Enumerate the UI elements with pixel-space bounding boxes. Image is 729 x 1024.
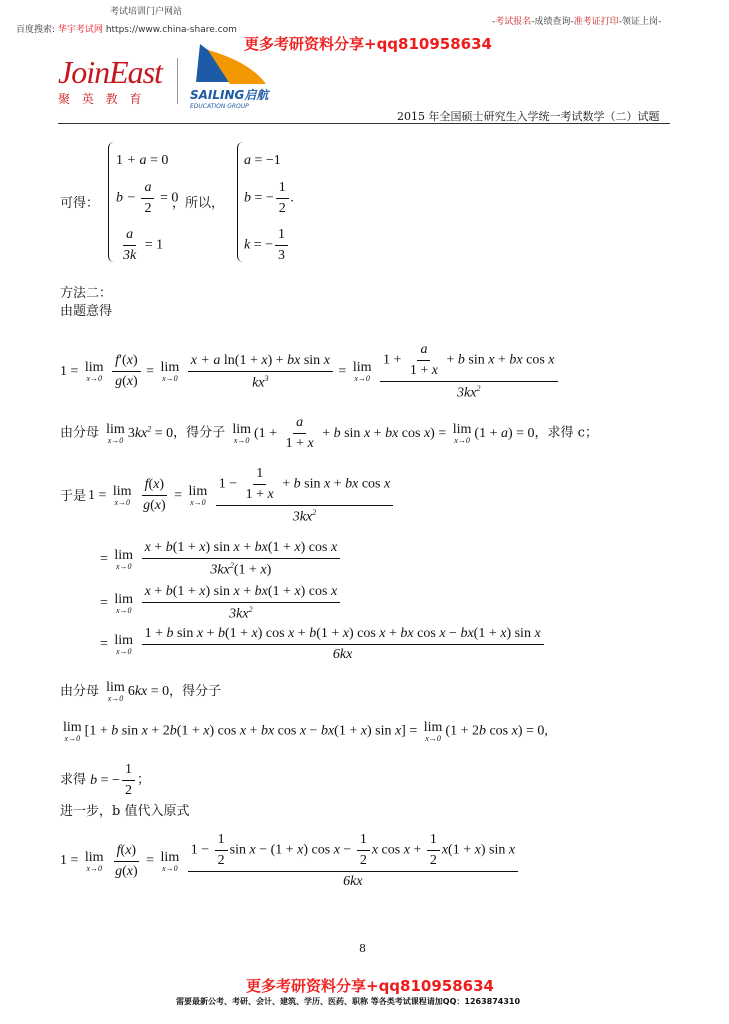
deduce-label: 可得： — [60, 196, 100, 211]
sailing-logo-text: SAILING启航 — [190, 88, 269, 102]
numer-expr: lim x→0 (1 + $\frac{a}{1 + x}$ + b sin x + bx cos x) = lim x→0 (1 + a) = 0 — [232, 415, 535, 451]
sys1-eq3: $\frac{a}{3k}$ = 1 — [123, 227, 164, 263]
sailing-sail-icon — [190, 42, 280, 88]
link-score-query[interactable]: 成绩查询 — [534, 17, 571, 27]
denom6-line — [60, 680, 221, 703]
denom6-label: 由分母 — [60, 684, 100, 699]
baidu-search — [16, 22, 237, 35]
baidu-keyword[interactable]: 华宇考试网 — [57, 25, 103, 35]
equation-numer6: lim x→0 [1 + b sin x + 2b(1 + x) cos x + bx cos x − bx(1 + x) sin x] = lim x→0 (1 + 2b cos x) = 0, — [63, 720, 548, 743]
from-question-label: 由题意得 — [60, 304, 113, 319]
sailing-logo — [190, 86, 268, 110]
sys2-eq1: a = −1 — [244, 153, 281, 168]
sys1-eq1: 1 + a = 0 — [116, 153, 169, 168]
denom-expr: lim x→0 $3kx^2 = 0$ — [106, 422, 174, 445]
method-two-heading: 方法二： — [60, 286, 113, 301]
numer6-label: ，得分子 — [169, 684, 222, 699]
equation-step4: = lim x→0 1 + b sin x + b(1 + x) cos x + b(1 + x) cos x + bx cos x − bx(1 + x) sin x 6kx — [100, 626, 546, 663]
so-label: ，所以， — [172, 196, 225, 211]
promo-bottom[interactable]: 更多考研资料分享+qq810958634 — [246, 977, 494, 995]
joineast-logo — [58, 56, 162, 107]
top-links: -考试报名-成绩查询-准考证打印-领证上岗- — [492, 17, 662, 27]
then-label: 于是 — [60, 489, 87, 504]
equation-then: 1 = lim x→0 $\frac{f(x)}{g(x)}$ = lim x→0 1 − $\frac{1}{1 + x}$ + b sin x + bx cos x $3kx^2$ — [88, 466, 395, 526]
sailing-logo-sub: EDUCATION GROUP — [190, 103, 249, 110]
header-rule — [58, 123, 670, 124]
joineast-logo-cn: 聚 英 教 育 — [58, 92, 146, 106]
exam-title: 2015 年全国硕士研究生入学统一考试数学（二）试题 — [397, 110, 660, 123]
joineast-logo-text: JoinEast — [58, 54, 162, 90]
solve-b-line: 求得 b = − $\frac{1}{2}$ ； — [60, 762, 150, 798]
numer-result: ，求得 c； — [534, 425, 598, 441]
logo-divider — [177, 58, 178, 104]
denom-label: 由分母 — [60, 425, 100, 441]
footer-notice: 需要最新公考、考研、会计、建筑、学历、医药、职称 等各类考试课程请加QQ：1263874310 — [176, 997, 521, 1006]
equation-step3: = lim x→0 $\frac{\text{x + b(1 + x) sin x + bx(1 + x) cos x}}{3kx^2}$ — [100, 584, 342, 623]
promo-top[interactable]: 更多考研资料分享+qq810958634 — [244, 35, 492, 53]
baidu-label: 百度搜索: — [16, 25, 56, 35]
b-value: b = − $\frac{1}{2}$ — [90, 773, 137, 788]
solve-b-label: 求得 — [60, 772, 87, 788]
denom-line — [60, 415, 598, 452]
sys2-eq3: k = − $\frac{1}{3}$ — [244, 227, 290, 264]
equation-final: 1 = lim x→0 $\frac{f(x)}{g(x)}$ = lim x→0 1 − $\frac{1}{2}$ sin x − (1 + x) cos x − $\frac{1}{2}$ x cos x + $\frac{1}{2}$ x(1 + x) sin x 6kx — [60, 832, 520, 890]
baidu-url[interactable]: https://www.china-share.com — [105, 25, 237, 35]
site-name: 考试培训门户网站 — [110, 7, 183, 17]
equation-main-limit: 1 = lim x→0 $\frac{f'(x)}{g(x)}$ = lim x→0 $\frac{\text{x + a ln(1 + x) + bx sin x}}{kx^3}$ = lim x→0 1 + $\frac{a}{1 + x}$ + b sin x + bx cos x $3kx^2$ — [60, 342, 560, 402]
left-brace-1 — [108, 142, 115, 262]
link-admission-print[interactable]: 准考证打印 — [573, 17, 619, 27]
equation-step2: = lim x→0 $\frac{\text{x + b(1 + x) sin x + bx(1 + x) cos x}}{3kx^2(1 + x)}$ — [100, 540, 342, 579]
left-brace-2 — [237, 142, 244, 262]
page-number: 8 — [359, 942, 366, 955]
numer-label: ，得分子 — [173, 425, 226, 441]
denom6-expr: lim x→0 6kx = 0 — [106, 680, 170, 704]
link-certificate[interactable]: 领证上岗 — [622, 17, 659, 27]
link-exam-register[interactable]: 考试报名 — [495, 17, 532, 27]
sys1-eq2: b − $\frac{a}{2}$ = 0 — [116, 180, 179, 216]
sys2-eq2: b = − $\frac{1}{2}$ . — [244, 180, 295, 216]
further-label: 进一步，b 值代入原式 — [60, 804, 190, 819]
